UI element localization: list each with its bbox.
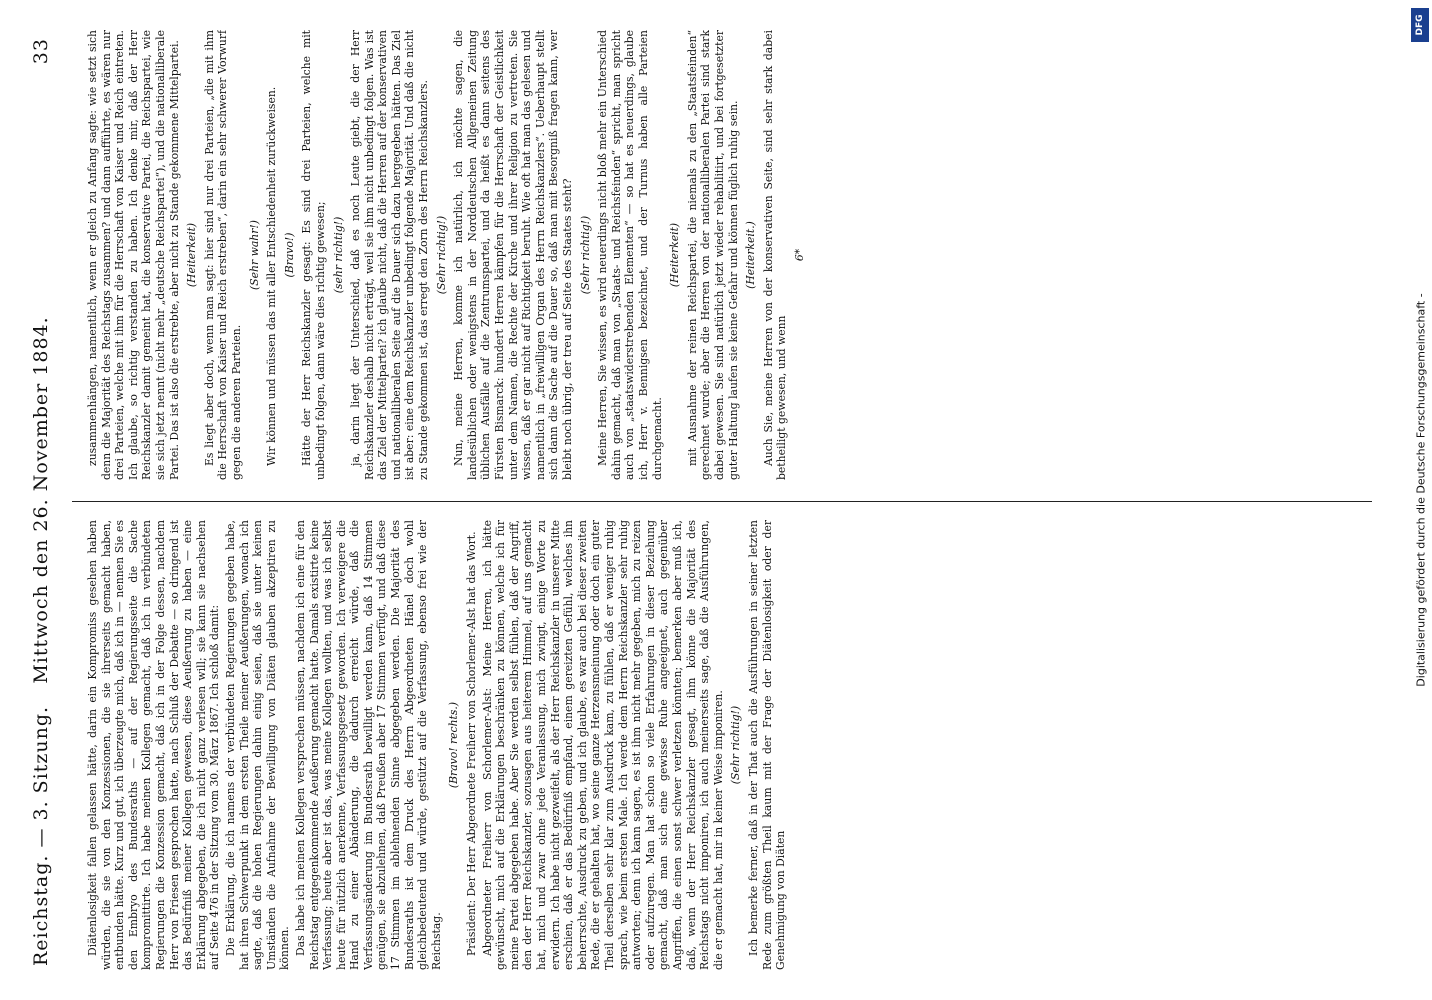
paragraph: mit Ausnahme der reinen Reichspartei, die niemals zu den „Staatsfeinden“ gerechnet wurde; aber die Herren von der nationalliberalen Partei sind stark dabei gewesen. Sie sind natürlich jetzt wieder rehabilitirt, und bei fortgesetzter guter Haltung laufen sie keine Gefahr und können füglich ruhig sein. (685, 30, 740, 480)
page-header (0, 0, 72, 1000)
paragraph: (Heiterkeit.) (744, 221, 758, 289)
left-column (86, 520, 1376, 970)
running-head-left: Reichstag. — 3. Sitzung. (30, 705, 52, 966)
running-head-date: Mittwoch den 26. November 1884. (30, 316, 52, 684)
paragraph: Diätenlosigkeit fallen gelassen hätte, darin ein Kompromiss gesehen haben würden, die sie von den Konzessionen, die sie ihrerseits gemacht haben, entbunden hätte. Kurz und gut, ich überzeugte mich, daß ich in — nennen Sie es den Embryo des Bundesraths — auf der Regierungsseite die Sache kompromittirte. Ich habe meinen Kollegen gemacht, daß ich in verbündeten Regierungen die Konzession gemacht, daß ich in der Folge dessen, nachdem Herr von Friesen gesprochen hatte, nach Schluß der Debatte — so dringend ist das Bedürfniß meiner Kollegen gewesen, diese Aeußerung zu haben — eine Erklärung abgegeben, die ich nicht ganz verlesen will; sie kann sie nachsehen auf Seite 476 in der Sitzung vom 30. März 1867. Ich schloß damit: (86, 520, 222, 970)
paragraph: Die Erklärung, die ich namens der verbündeten Regierungen gegeben habe, hat ihren Schwerpunkt in dem ersten Theile meiner Aeußerungen, wonach ich sagte, daß die hohen Regierungen dahin einig seien, daß sie unter keinen Umständen die Aufnahme der Bewilligung von Diäten glauben akzeptiren zu können. (223, 520, 292, 970)
paragraph: Das habe ich meinen Kollegen versprechen müssen, nachdem ich eine für den Reichstag entgegenkommende Aeußerung gemacht hatte. Damals existirte keine Verfassung; heute aber ist das, was meine Kollegen wollten, und was ich selbst heute für nützlich anerkenne, Verfassungsgesetz geworden. Ich verweigere die Hand zu einer Abänderung, die dadurch erreicht würde, daß die Verfassungsänderung im Bundesrath bewilligt werden kann, daß 14 Stimmen genügen, sie abzulehnen, daß Preußen aber 17 Stimmen verfügt, und daß diese 17 Stimmen im ablehnenden Sinne abgegeben werden. Die Majorität des Bundesraths ist dem Druck des Herrn Abgeordneten Hänel doch wohl gleichbedeutend und würde, gestützt auf die Verfassung, ebenso frei wie der Reichstag. (293, 520, 443, 970)
paragraph: (Bravo! rechts.) (447, 701, 461, 789)
paragraph: Auch Sie, meine Herren von der konservativen Seite, sind sehr stark dabei betheiligt gewesen, und wenn (761, 30, 789, 480)
paragraph: (sehr richtig!) (331, 216, 345, 294)
right-column (86, 30, 1376, 480)
paragraph: zusammenhängen, namentlich, wenn er gleich zu Anfang sagte: wie setzt sich denn die Majorität des Reichstags zusammen? und dann aufführte, es wären nur drei Parteien, welche mit ihm für die Herrschaft von Kaiser und Reich eintreten. Ich glaube, so richtig verstanden zu haben. Ich denke mir, daß der Herr Reichskanzler damit gemeint hat, die konservative Partei, die Reichspartei, wie sie sich jetzt nennt (nicht mehr „deutsche Reichspartei“), und die nationalliberale Partei. Das ist also die erstrebte, aber nicht zu Stande gekommene Mittelpartei. (86, 30, 181, 480)
paragraph: Meine Herren, Sie wissen, es wird neuerdings nicht bloß mehr ein Unterschied dahin gemacht, daß man von „Staats- und Reichsfeinden“ spricht, man spricht auch von „staatswiderstrebenden Elementen“ — so hat es neuerdings, glaube ich, Herr v. Bennigsen bezeichnet, und der Turnus haben alle Parteien durchgemacht. (596, 30, 664, 480)
column-divider (72, 501, 1372, 502)
paragraph: Abgeordneter Freiherr von Schorlemer-Alst: Meine Herren, ich hätte gewünscht, mich auf die Erklärungen beschränken zu können, welche ich für meine Partei abgegeben habe. Aber Sie werden selbst fühlen, daß der Angriff, den der Herr Reichskanzler, sozusagen aus heiterem Himmel, auf uns gemacht hat, mich und zwar ohne jede Veranlassung, mich zwingt, einige Worte zu erwidern. Ich habe nicht gezweifelt, als der Herr Reichskanzler in unserer Mitte erschien, daß er das Bedürfniß empfand, einem gereizten Gefühl, welches ihn beherrschte, Ausdruck zu geben, und ich glaube, es war auch bei dieser zweiten Rede, die er gehalten hat, wo seine ganze Herzensmeinung oder doch ein guter Theil derselben sehr klar zum Ausdruck kam, zu fühlen, daß er weniger ruhig sprach, wie beim ersten Male. Ich werde dem Herrn Reichskanzler sehr ruhig antworten; denn ich kann sagen, es ist ihm nicht mehr gegeben, mich zu reizen oder aufzuregen. Man hat schon so viele Erfahrungen in dieser Beziehung gemacht, daß man sich eine gewisse Ruhe angeeignet, auch gegenüber Angriffen, die einen sonst schwer verletzen könnten; bemerken aber muß ich, daß, wenn der Herr Reichskanzler gesagt, ihm könne die Majorität des Reichstags nicht imponiren, ich auch meinerseits sage, daß die Ausführungen, die er gemacht hat, mir in keiner Weise imponiren. (480, 520, 725, 970)
left-column-text (86, 520, 788, 970)
paragraph: Wir können und müssen das mit aller Entschiedenheit zurückweisen. (265, 86, 279, 466)
paragraph: (Heiterkeit) (185, 222, 199, 288)
paragraph: (Bravo!) (282, 232, 296, 278)
paragraph: (Sehr richtig!) (578, 215, 592, 295)
paragraph: (Sehr wahr!) (247, 220, 261, 290)
paragraph: Ich bemerke ferner, daß in der That auch die Ausführungen in seiner letzten Rede zum größten Theil kaum mit der Frage der Diätenlosigkeit oder der Genehmigung von Diäten (746, 520, 788, 970)
paragraph: ja, darin liegt der Unterschied, daß es noch Leute giebt, die der Herr Reichskanzler deshalb nicht erträgt, weil sie ihm nicht unbedingt folgen. Was ist das Ziel der Mittelpartei? ich glaube nicht, daß die Herren auf der konservativen und nationalliberalen Seite auf die Dauer sich dazu hergegeben hätten. Das Ziel ist aber: eine dem Reichskanzler unbedingt folgende Majorität. Und daß die nicht zu Stande gekommen ist, das erregt den Zorn des Herrn Reichskanzlers. (349, 30, 431, 480)
page-number: 33 (30, 38, 52, 65)
right-column-text (86, 30, 807, 480)
dfg-logo: DFG (1411, 8, 1429, 42)
paragraph: (Heiterkeit) (668, 222, 682, 288)
paragraph: Hätte der Herr Reichskanzler gesagt: Es sind drei Parteien, welche mit unbedingt folgen, dann wäre dies richtig gewesen; (300, 30, 327, 480)
digitization-caption: Digitalisierung gefördert durch die Deutsche Forschungsgemeinschaft - (1414, 293, 1428, 687)
paragraph: (Sehr richtig!) (729, 705, 743, 785)
paragraph: Es liegt aber doch, wenn man sagt: hier sind nur drei Parteien, „die mit ihm die Herrschaft von Kaiser und Reich erstreben“, darin ein sehr schwerer Vorwurf gegen die anderen Parteien. (202, 30, 243, 480)
paragraph: 6* (792, 248, 806, 262)
paragraph: (Sehr richtig!) (434, 215, 448, 295)
paragraph: Nun, meine Herren, komme ich natürlich, ich möchte sagen, die landesüblichen oder wenigstens in der Norddeutschen Allgemeinen Zeitung üblichen Ausfälle auf die Zentrumspartei, und da heißt es dann seitens des Fürsten Bismarck: hundert Herren kämpfen für die Herrschaft der Geistlichkeit unter dem Namen, die Rechte der Kirche und ihrer Religion zu vertreten. Sie wissen, daß er gar nicht auf Richtigkeit beruht. Wie oft hat man das gelesen und namentlich in „freiwilligen Organ des Herrn Reichskanzlers“. Ueberhaupt stellt sich dann die Sache auf die Dauer so, daß man mit Besorgniß fragen kann, wer bleibt noch übrig, der treu auf Seite des Staates steht? (452, 30, 574, 480)
paragraph: Präsident: Der Herr Abgeordnete Freiherr von Schorlemer-Alst hat das Wort. (465, 531, 479, 956)
